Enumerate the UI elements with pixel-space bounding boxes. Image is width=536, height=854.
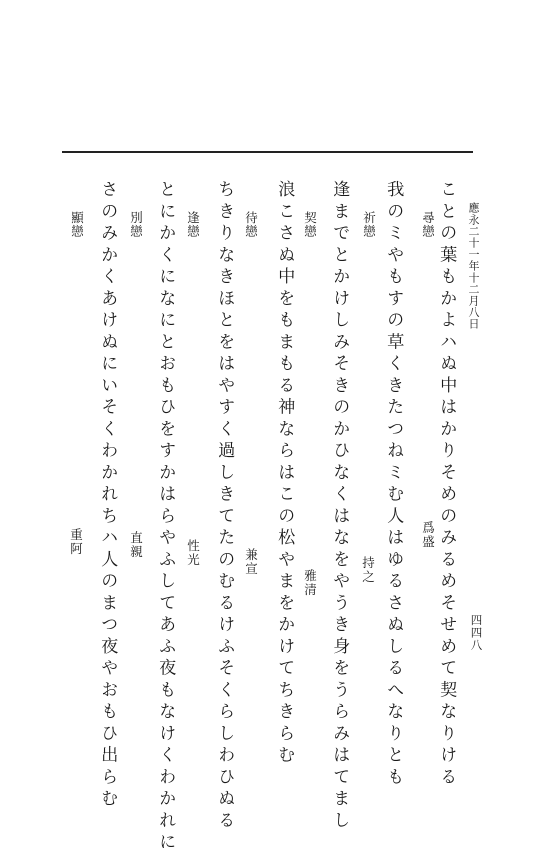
page-number: 四四八 [469,614,484,652]
poem-title: 逢戀 [185,211,201,238]
poem-text: 逢までとかけしみそきのかひなくはなをやうき身をうらみはてまし [329,180,350,833]
poem-author: 重阿 [68,528,84,556]
poem-text: 我のミやもすの草くきたつねミむ人はゆるさぬしるへなりとも [383,180,404,789]
poem-author: 直親 [128,531,144,559]
poem-title: 尋戀 [420,211,436,238]
horizontal-rule [62,151,473,153]
poem-title: 待戀 [243,211,259,238]
poem-text: ちきりなきほとをはやすく過しきてたのむるけふそくらしわひぬる [214,180,235,833]
poem-text: とにかくになにとおもひをすかはらやふしてあふ夜もなけくわかれに [155,180,176,854]
poem-title: 顯戀 [69,211,85,238]
poem-text: ことの葉もかよハぬ中はかりそめのみるめそせめて契なりける [436,180,457,789]
poem-title: 別戀 [128,211,144,238]
poem-author: 性光 [185,539,201,567]
poem-author: 兼宣 [243,548,259,576]
poem-text: さのみかくあけぬにいそくわかれちハ人のまつ夜やおもひ出らむ [97,180,118,811]
poem-title: 契戀 [302,211,318,238]
poem-title: 祈戀 [361,211,377,238]
date-line: 應永二十一年十二月八日 [467,202,480,330]
poem-author: 爲盛 [420,521,436,549]
poem-text: 浪こさぬ中をもまもる神ならはこの松やまをかけてちきらむ [274,180,295,768]
poem-author: 雅清 [302,569,318,597]
poem-author: 持之 [360,556,376,584]
